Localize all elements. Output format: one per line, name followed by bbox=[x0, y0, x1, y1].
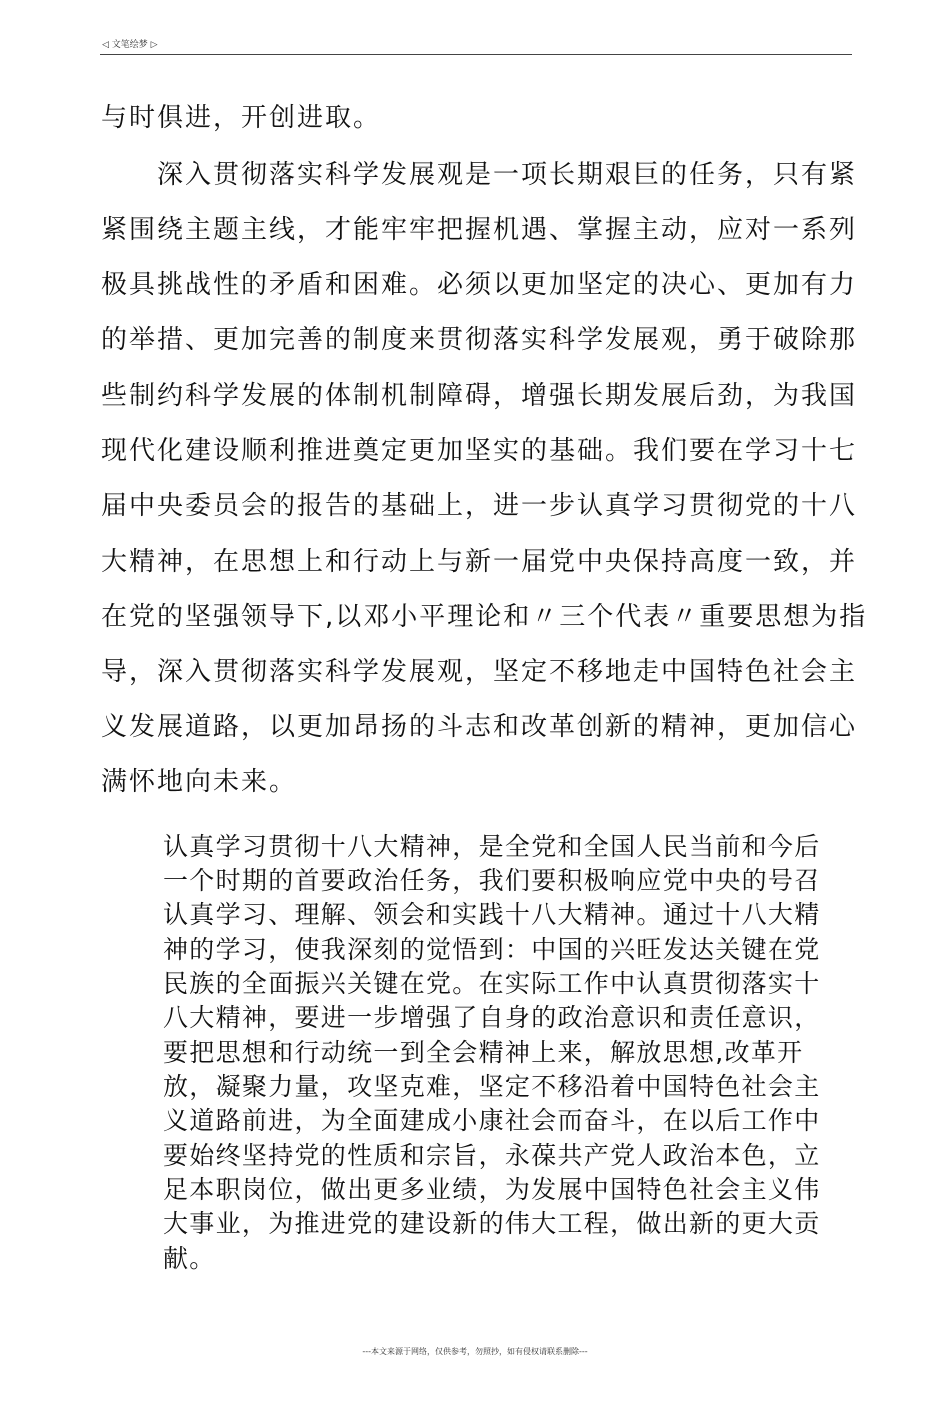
text-line: 现代化建设顺利推进奠定更加坚实的基础。我们要在学习十七 bbox=[101, 436, 858, 466]
text-line: 神的学习，使我深刻的觉悟到：中国的兴旺发达关键在党 bbox=[163, 935, 821, 964]
text-line: 与时俱进，开创进取。 bbox=[101, 103, 382, 133]
text-line: 在党的坚强领导下,以邓小平理论和〃三个代表〃重要思想为指 bbox=[101, 602, 868, 632]
text-line: 八大精神，要进一步增强了自身的政治意识和责任意识， bbox=[163, 1003, 821, 1032]
text-line: 认真学习、理解、领会和实践十八大精神。通过十八大精 bbox=[163, 900, 821, 929]
text-line: 要把思想和行动统一到全会精神上来，解放思想,改革开 bbox=[163, 1038, 804, 1067]
text-line: 些制约科学发展的体制机制障碍，增强长期发展后劲，为我国 bbox=[101, 381, 858, 411]
header-label: ◁ 文笔绘梦 ▷ bbox=[102, 40, 158, 50]
text-line: 大事业，为推进党的建设新的伟大工程，做出新的更大贡 bbox=[163, 1209, 821, 1238]
text-line: 义道路前进，为全面建成小康社会而奋斗，在以后工作中 bbox=[163, 1106, 821, 1135]
text-line: 紧围绕主题主线，才能牢牢把握机遇、掌握主动，应对一系列 bbox=[101, 215, 858, 245]
text-line: 民族的全面振兴关键在党。在实际工作中认真贯彻落实十 bbox=[163, 969, 821, 998]
text-line: 要始终坚持党的性质和宗旨，永葆共产党人政治本色，立 bbox=[163, 1141, 821, 1170]
text-line: 届中央委员会的报告的基础上，进一步认真学习贯彻党的十八 bbox=[101, 491, 858, 521]
text-line: 导，深入贯彻落实科学发展观，坚定不移地走中国特色社会主 bbox=[101, 657, 858, 687]
text-line: 一个时期的首要政治任务，我们要积极响应党中央的号召 bbox=[163, 866, 821, 895]
page-footer: ---本文来源于网络，仅供参考，勿照抄，如有侵权请联系删除--- bbox=[362, 1347, 588, 1356]
text-line: 极具挑战性的矛盾和困难。必须以更加坚定的决心、更加有力 bbox=[101, 270, 858, 300]
text-line: 大精神，在思想上和行动上与新一届党中央保持高度一致，并 bbox=[101, 547, 858, 577]
page-header bbox=[100, 38, 852, 55]
text-line: 认真学习贯彻十八大精神，是全党和全国人民当前和今后 bbox=[163, 832, 821, 861]
text-line: 深入贯彻落实科学发展观是一项长期艰巨的任务，只有紧 bbox=[101, 160, 858, 190]
text-line: 满怀地向未来。 bbox=[101, 767, 298, 797]
text-line: 足本职岗位，做出更多业绩，为发展中国特色社会主义伟 bbox=[163, 1175, 821, 1204]
text-line: 放，凝聚力量，攻坚克难，坚定不移沿着中国特色社会主 bbox=[163, 1072, 821, 1101]
text-line: 的举措、更加完善的制度来贯彻落实科学发展观，勇于破除那 bbox=[101, 325, 858, 355]
text-line: 献。 bbox=[163, 1244, 216, 1273]
text-line: 义发展道路，以更加昂扬的斗志和改革创新的精神，更加信心 bbox=[101, 712, 858, 742]
